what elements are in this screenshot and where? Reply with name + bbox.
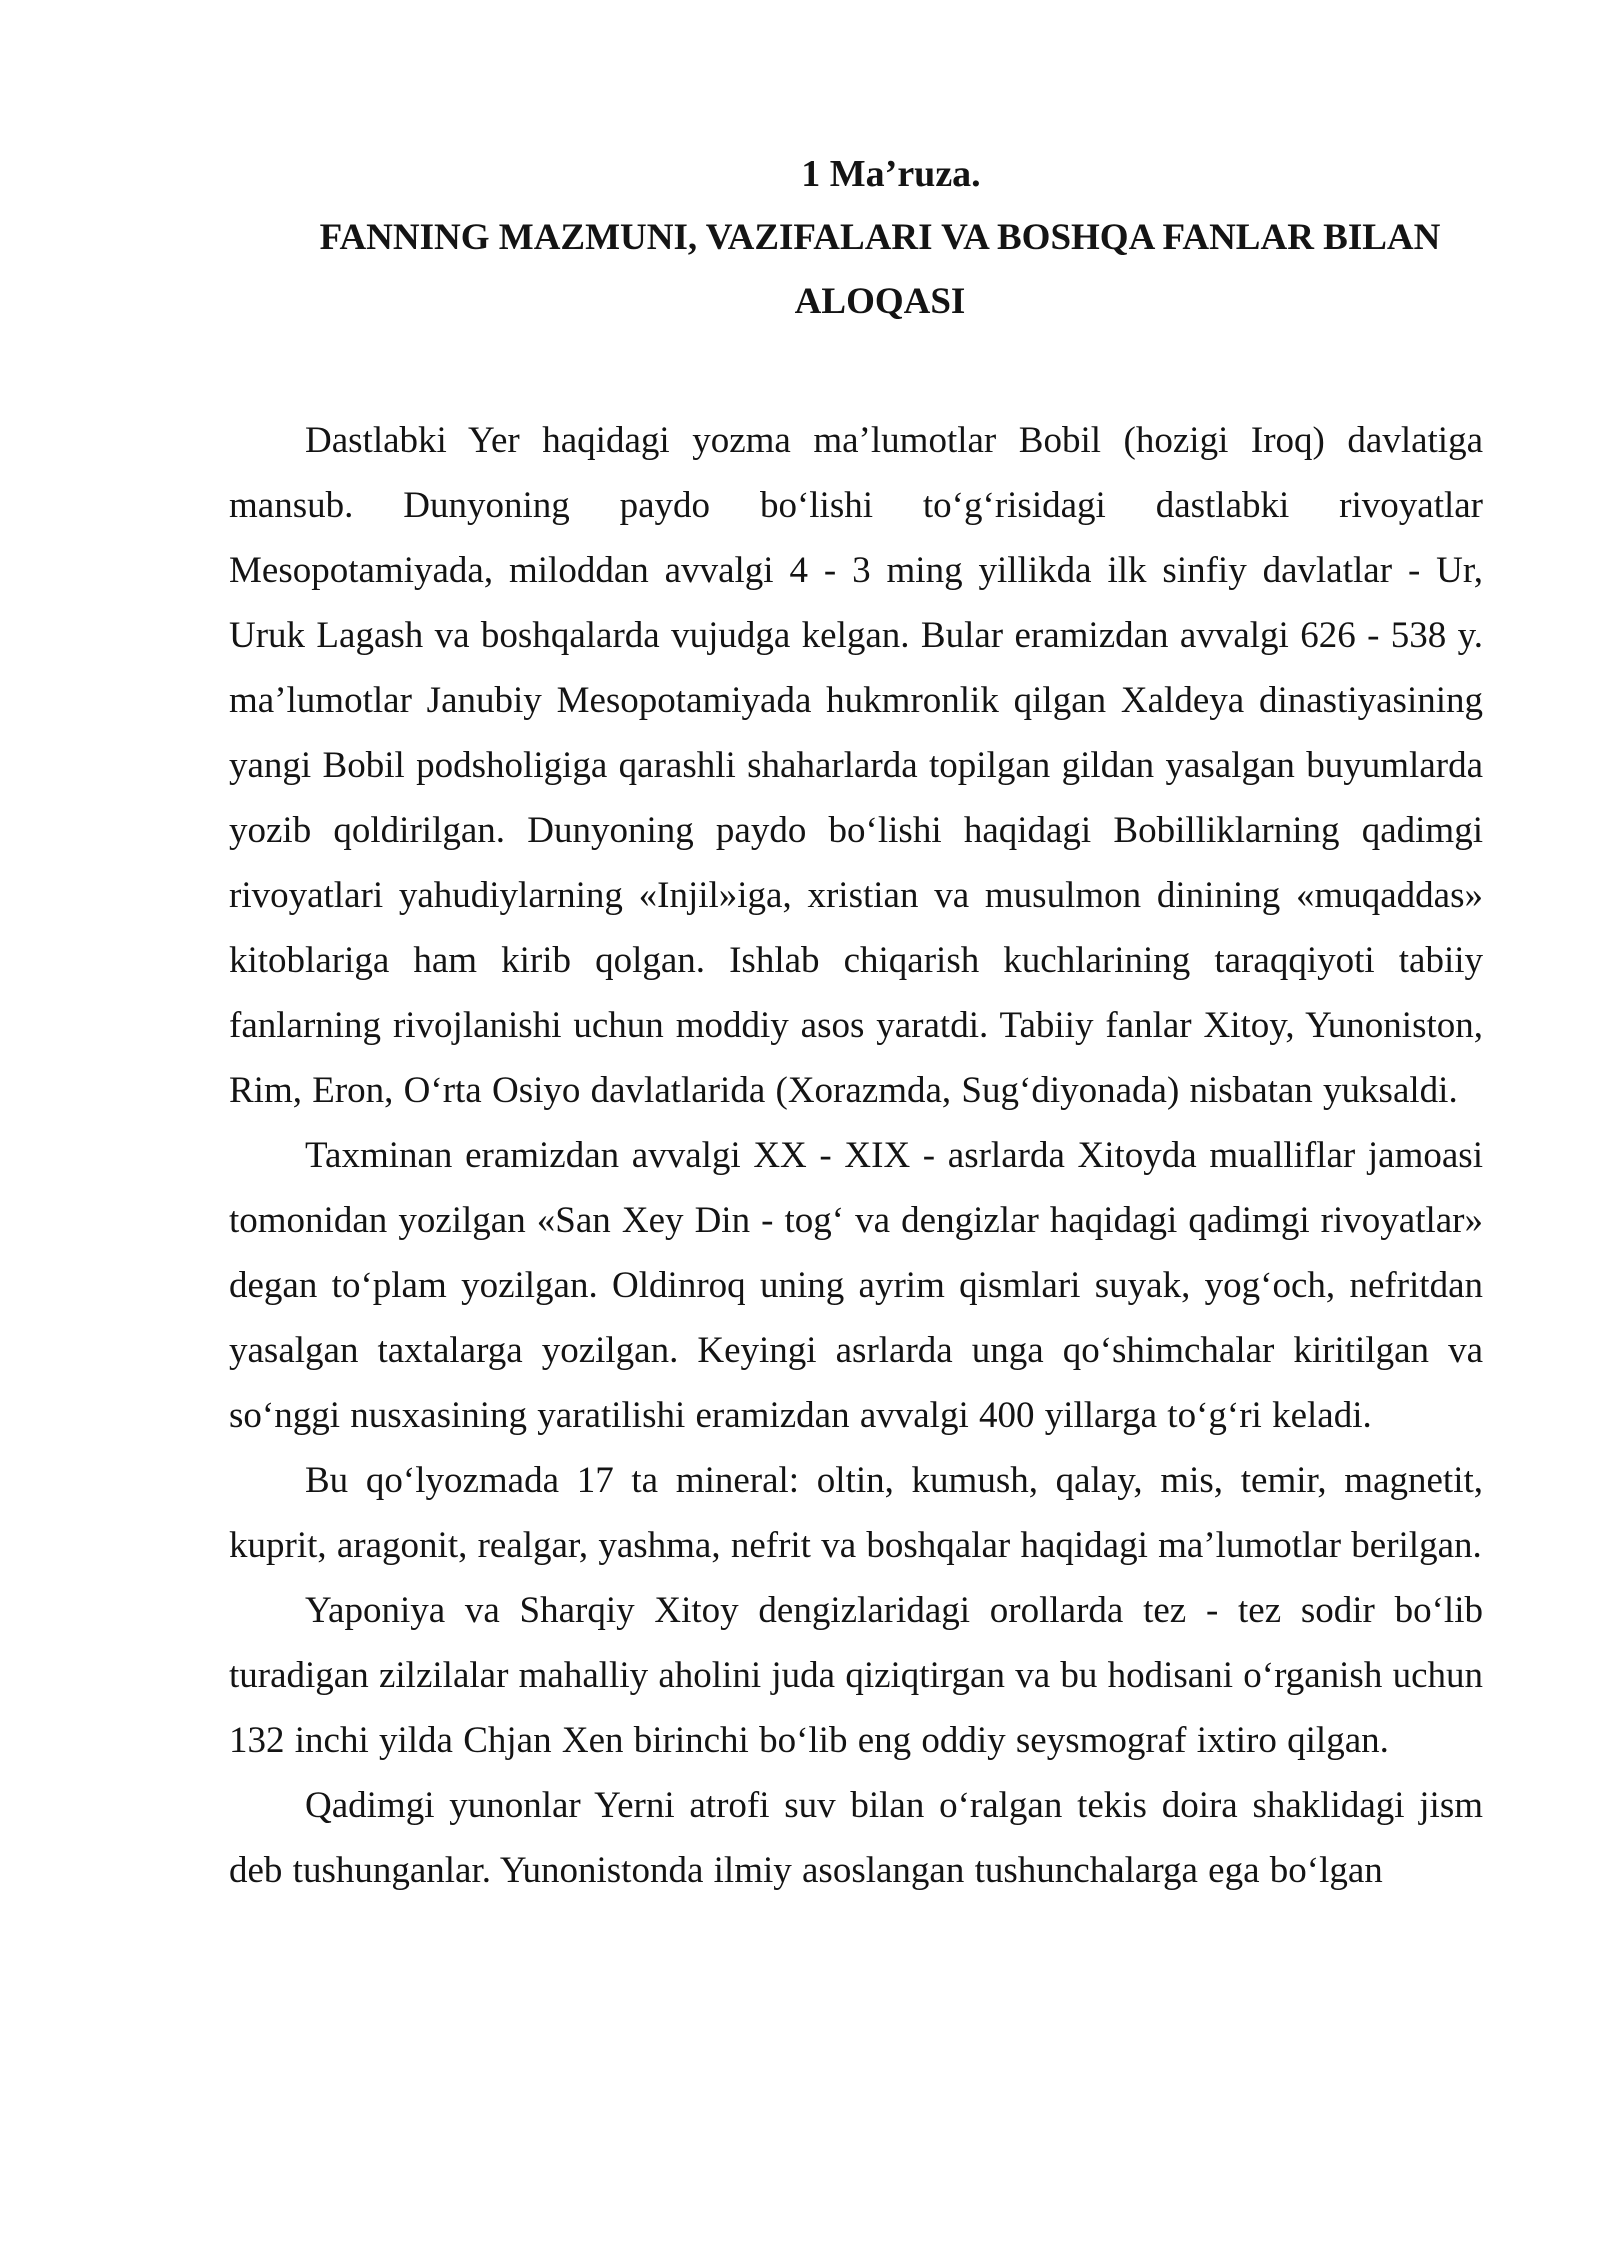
- body-text: [229, 408, 1483, 1903]
- paragraph-1: Dastlabki Yer haqidagi yozma ma’lumotlar Bobil (hozigi Iroq) davlatiga mansub. Dunyoning paydo bo‘lishi to‘g‘risidagi dastlabki rivoyatlar Mesopotamiyada, miloddan avvalgi 4 - 3 ming yillikda ilk sinfiy davlatlar - Ur, Uruk Lagash va boshqalarda vujudga kelgan. Bular eramizdan avvalgi 626 - 538 y. ma’lumotlar Janubiy Mesopotamiyada hukmronlik qilgan Xaldeya dinastiyasining yangi Bobil podsholigiga qarashli shaharlarda topilgan gildan yasalgan buyumlarda yozib qoldirilgan. Dunyoning paydo bo‘lishi haqidagi Bobilliklarning qadimgi rivoyatlari yahudiylarning «Injil»iga, xristian va musulmon dinining «muqaddas» kitoblariga ham kirib qolgan. Ishlab chiqarish kuchlarining taraqqiyoti tabiiy fanlarning rivojlanishi uchun moddiy asos yaratdi. Tabiiy fanlar Xitoy, Yunoniston, Rim, Eron, O‘rta Osiyo davlatlarida (Xorazmda, Sug‘diyonada) nisbatan yuksaldi.: [229, 420, 1483, 1111]
- lecture-number: 1 Ma’ruza.: [801, 153, 981, 195]
- lecture-title: FANNING MAZMUNI, VAZIFALARI VA BOSHQA FANLAR BILAN ALOQASI: [319, 217, 1441, 322]
- paragraph-4: Yaponiya va Sharqiy Xitoy dengizlaridagi orollarda tez - tez sodir bo‘lib turadigan zilzilalar mahalliy aholini juda qiziqtirgan va bu hodisani o‘rganish uchun 132 inchi yilda Chjan Xen birinchi bo‘lib eng oddiy seysmograf ixtiro qilgan.: [229, 1590, 1483, 1761]
- paragraph-5: Qadimgi yunonlar Yerni atrofi suv bilan o‘ralgan tekis doira shaklidagi jism deb tushunganlar. Yunonistonda ilmiy asoslangan tushunchalarga ega bo‘lgan: [229, 1785, 1483, 1891]
- paragraph-3: Bu qo‘lyozmada 17 ta mineral: oltin, kumush, qalay, mis, temir, magnetit, kuprit, aragonit, realgar, yashma, nefrit va boshqalar haqidagi ma’lumotlar berilgan.: [229, 1460, 1483, 1566]
- page-content: [229, 142, 1483, 1903]
- paragraph-2: Taxminan eramizdan avvalgi XX - XIX - asrlarda Xitoyda mualliflar jamoasi tomonidan yozilgan «San Xey Din - tog‘ va dengizlar haqidagi qadimgi rivoyatlar» degan to‘plam yozilgan. Oldinroq uning ayrim qismlari suyak, yog‘och, nefritdan yasalgan taxtalarga yozilgan. Keyingi asrlarda unga qo‘shimchalar kiritilgan va so‘nggi nusxasining yaratilishi eramizdan avvalgi 400 yillarga to‘g‘ri keladi.: [229, 1135, 1483, 1436]
